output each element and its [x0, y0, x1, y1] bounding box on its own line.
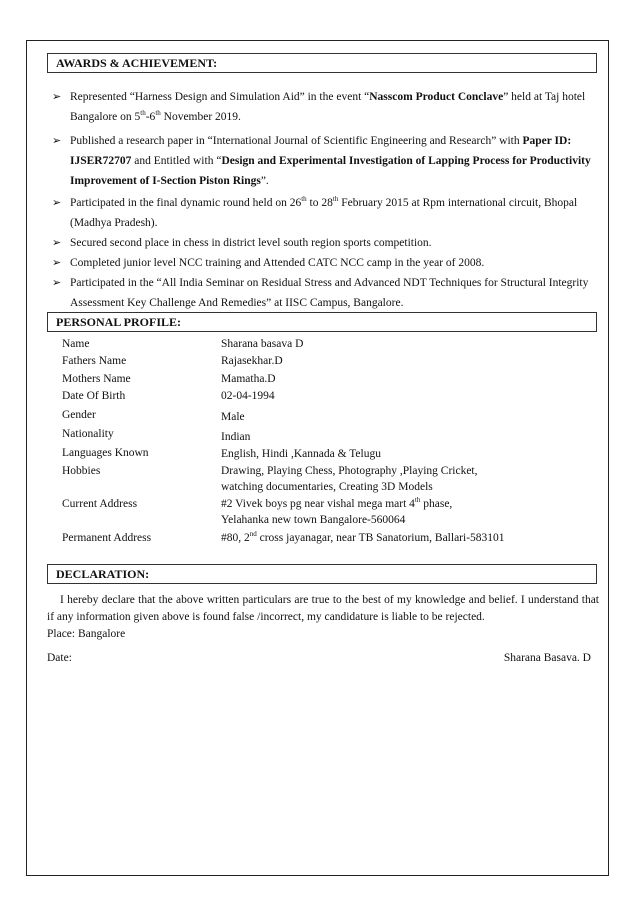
award-item: ➢ Published a research paper in “International Journal of Scientific Engineering and Research” with Paper ID: IJSER72707 and Entitled with “Design and Experimental Investigation of Lapping Process for Productivity Improvement of I-Section Piston Rings”. — [48, 131, 600, 191]
profile-row: Gender Male — [62, 409, 245, 423]
arrow-bullet-icon: ➢ — [52, 135, 62, 147]
signature-name: Sharana Basava. D — [503, 652, 591, 664]
arrow-bullet-icon: ➢ — [52, 91, 62, 103]
arrow-bullet-icon: ➢ — [52, 237, 62, 249]
declaration-heading: DECLARATION: — [47, 564, 597, 584]
profile-row: Date Of Birth 02-04-1994 — [62, 389, 275, 402]
awards-list — [48, 87, 600, 313]
arrow-bullet-icon: ➢ — [52, 257, 62, 269]
date-text: Date: — [47, 652, 72, 664]
arrow-bullet-icon: ➢ — [52, 197, 62, 209]
profile-row: Languages Known English, Hindi ,Kannada & Telugu — [62, 447, 381, 460]
profile-row: Nationality Indian — [62, 427, 251, 443]
profile-row: Current Address #2 Vivek boys pg near vishal mega mart 4th phase, Yelahanka new town Bangalore-560064 — [62, 495, 453, 526]
profile-row: Name Sharana basava D — [62, 338, 304, 350]
place-text: Place: Bangalore — [47, 628, 126, 640]
profile-row: Hobbies Drawing, Playing Chess, Photography ,Playing Cricket, watching documentaries, Creating 3D Models — [62, 464, 478, 493]
arrow-bullet-icon: ➢ — [52, 277, 62, 289]
profile-row: Mothers Name Mamatha.D — [62, 373, 276, 385]
profile-row: Fathers Name Rajasekhar.D — [62, 354, 283, 367]
award-item: ➢ Represented “Harness Design and Simulation Aid” in the event “Nasscom Product Conclave” held at Taj hotel Bangalore on 5th-6th November 2019. — [48, 87, 600, 127]
declaration-text: I hereby declare that the above written particulars are true to the best of my knowledge and belief. I understand that if any information given above is found false /incorrect, my candidature is liable to be rejected. — [47, 594, 599, 623]
award-item: ➢ Completed junior level NCC training and Attended CATC NCC camp in the year of 2008. — [48, 253, 600, 273]
awards-heading: AWARDS & ACHIEVEMENT: — [47, 53, 597, 73]
profile-table — [62, 336, 592, 546]
award-item: ➢ Participated in the final dynamic round held on 26th to 28th February 2015 at Rpm international circuit, Bhopal (Madhya Pradesh). — [48, 193, 600, 233]
award-item: ➢ Participated in the “All India Seminar on Residual Stress and Advanced NDT Techniques for Structural Integrity Assessment Key Challenge And Remedies” at IISC Campus, Bangalore. — [48, 273, 600, 313]
award-item: ➢ Secured second place in chess in district level south region sports competition. — [48, 233, 600, 253]
profile-heading: PERSONAL PROFILE: — [47, 312, 597, 332]
profile-row: Permanent Address #80, 2nd cross jayanagar, near TB Sanatorium, Ballari-583101 — [62, 529, 505, 544]
